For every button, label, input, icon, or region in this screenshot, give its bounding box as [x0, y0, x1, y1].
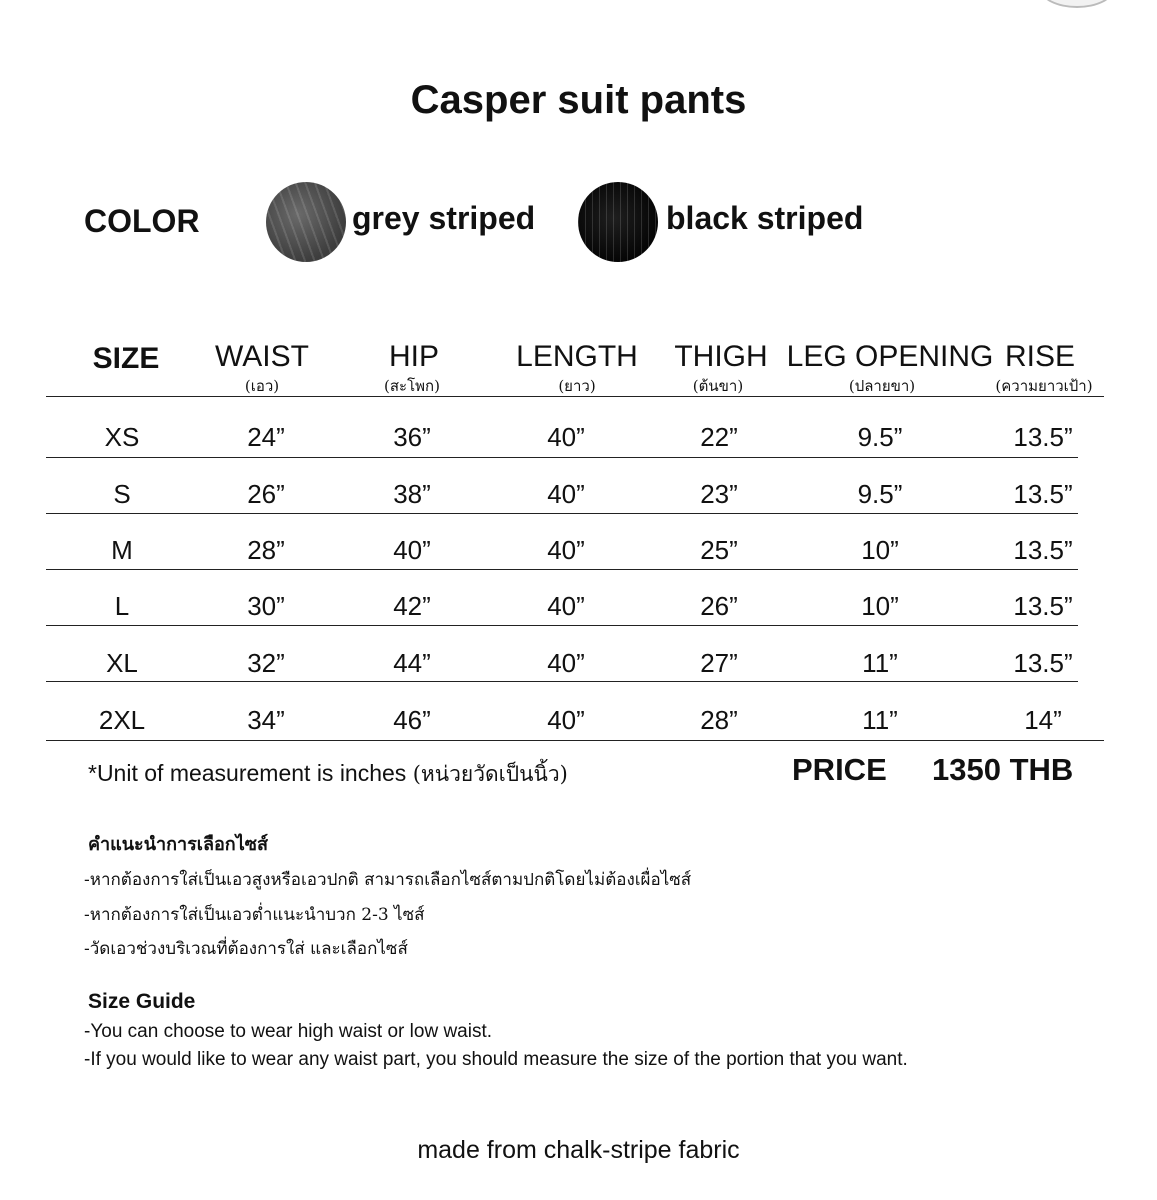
table-cell-length: 40” — [547, 591, 585, 621]
grey-striped-label: grey striped — [352, 200, 536, 236]
column-header-length: LENGTH — [516, 340, 638, 373]
column-subheader-thigh: (ต้นขา) — [692, 377, 744, 395]
table-cell-waist: 34” — [247, 705, 285, 735]
table-cell-hip: 44” — [393, 648, 431, 678]
table-divider — [46, 396, 1104, 397]
table-cell-rise: 13.5” — [1013, 591, 1073, 621]
table-cell-thigh: 22” — [700, 422, 738, 452]
unit-note — [88, 758, 568, 791]
price-value: 1350 THB — [932, 752, 1074, 787]
table-cell-length: 40” — [547, 422, 585, 452]
table-cell-hip: 36” — [393, 422, 431, 452]
thai-guide-line: -วัดเอวช่วงบริเวณที่ต้องการใส่ และเลือกไซส์ — [84, 939, 408, 959]
table-cell-size: XL — [106, 648, 138, 678]
fabric-note: made from chalk-stripe fabric — [417, 1136, 740, 1164]
column-header-leg-opening: LEG OPENING — [786, 340, 994, 373]
table-cell-leg-opening: 10” — [861, 591, 899, 621]
table-cell-size: 2XL — [98, 705, 146, 735]
table-cell-waist: 32” — [247, 648, 285, 678]
table-cell-leg-opening: 9.5” — [857, 422, 903, 452]
black-striped-label: black striped — [666, 200, 864, 236]
table-cell-thigh: 27” — [700, 648, 738, 678]
table-cell-length: 40” — [547, 648, 585, 678]
table-cell-hip: 42” — [393, 591, 431, 621]
table-cell-waist: 30” — [247, 591, 285, 621]
table-cell-leg-opening: 11” — [862, 705, 898, 735]
black-striped-swatch[interactable] — [578, 182, 658, 262]
table-cell-waist: 24” — [247, 422, 285, 452]
corner-decoration — [1040, 0, 1114, 8]
column-subheader-length: (ยาว) — [558, 377, 596, 395]
table-cell-length: 40” — [547, 479, 585, 509]
table-divider — [46, 513, 1078, 514]
color-section-label: COLOR — [84, 203, 200, 239]
price-label: PRICE — [792, 752, 887, 787]
table-cell-rise: 13.5” — [1013, 535, 1073, 565]
table-cell-hip: 40” — [393, 535, 431, 565]
table-cell-size: M — [111, 535, 133, 565]
column-subheader-hip: (สะโพก) — [384, 377, 440, 395]
column-header-hip: HIP — [388, 340, 440, 373]
table-cell-length: 40” — [547, 705, 585, 735]
table-cell-leg-opening: 10” — [861, 535, 899, 565]
thai-guide-title: คำแนะนำการเลือกไซส์ — [88, 834, 268, 855]
table-cell-leg-opening: 9.5” — [857, 479, 903, 509]
column-subheader-waist: (เอว) — [244, 377, 280, 395]
table-cell-rise: 14” — [1024, 705, 1062, 735]
column-header-rise: RISE — [1004, 340, 1076, 373]
table-cell-waist: 28” — [247, 535, 285, 565]
column-subheader-leg-opening: (ปลายขา) — [848, 377, 916, 395]
table-cell-hip: 46” — [393, 705, 431, 735]
size-guide-line: -You can choose to wear high waist or low waist. — [84, 1021, 493, 1042]
column-header-thigh: THIGH — [674, 340, 768, 373]
table-cell-leg-opening: 11” — [862, 648, 898, 678]
table-cell-length: 40” — [547, 535, 585, 565]
table-cell-size: L — [114, 591, 130, 621]
table-cell-size: S — [113, 479, 131, 509]
thai-guide-line: -หากต้องการใส่เป็นเอวต่ำแนะนำบวก 2-3 ไซส์ — [84, 905, 425, 925]
table-cell-size: XS — [104, 422, 140, 452]
table-cell-thigh: 26” — [700, 591, 738, 621]
table-cell-rise: 13.5” — [1013, 422, 1073, 452]
table-divider — [46, 625, 1078, 626]
size-guide-line: -If you would like to wear any waist part, you should measure the size of the portion that you want. — [84, 1049, 908, 1070]
size-guide-title: Size Guide — [88, 990, 196, 1013]
product-title: Casper suit pants — [410, 78, 747, 122]
table-divider — [46, 740, 1104, 741]
table-cell-thigh: 28” — [700, 705, 738, 735]
column-header-size: SIZE — [92, 342, 160, 375]
column-header-waist: WAIST — [215, 340, 309, 373]
table-cell-thigh: 23” — [700, 479, 738, 509]
thai-guide-line: -หากต้องการใส่เป็นเอวสูงหรือเอวปกติ สามารถเลือกไซส์ตามปกติโดยไม่ต้องเผื่อไซส์ — [84, 870, 692, 890]
table-cell-waist: 26” — [247, 479, 285, 509]
table-cell-rise: 13.5” — [1013, 479, 1073, 509]
column-subheader-rise: (ความยาวเป้า) — [995, 377, 1093, 395]
table-cell-rise: 13.5” — [1013, 648, 1073, 678]
table-divider — [46, 681, 1078, 682]
table-cell-thigh: 25” — [700, 535, 738, 565]
unit-note-en: *Unit of measurement is inches — [88, 760, 413, 786]
table-cell-hip: 38” — [393, 479, 431, 509]
table-divider — [46, 569, 1078, 570]
grey-striped-swatch[interactable] — [266, 182, 346, 262]
unit-note-th: (หน่วยวัดเป็นนิ้ว) — [412, 762, 568, 786]
table-divider — [46, 457, 1078, 458]
